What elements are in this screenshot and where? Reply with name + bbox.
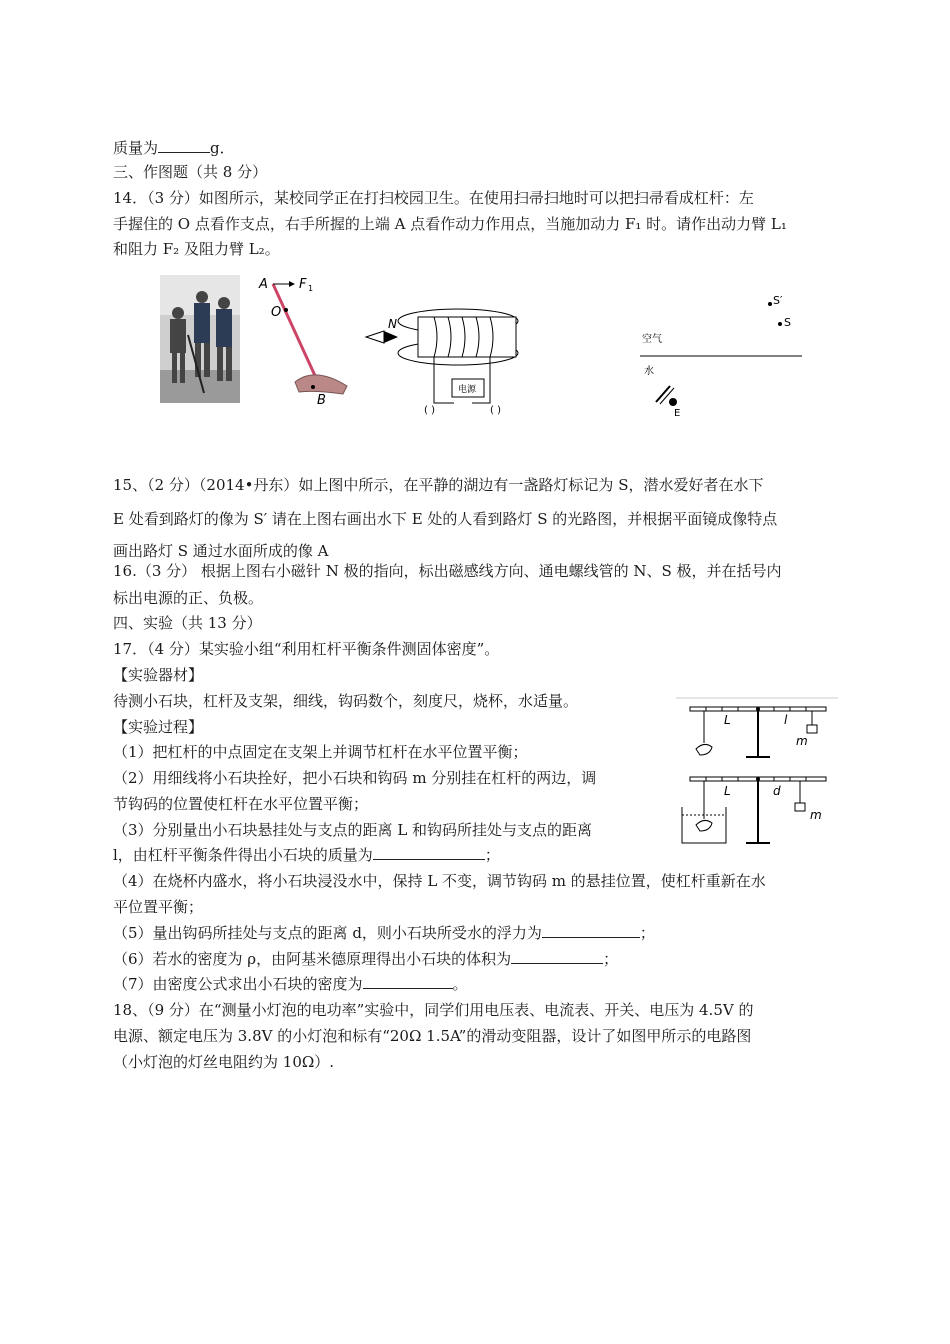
materials-heading: 【实验器材】 bbox=[113, 666, 204, 684]
q14-line3: 和阻力 F₂ 及阻力臂 L₂。 bbox=[113, 240, 280, 258]
lever-experiment-figure bbox=[676, 697, 838, 847]
q17-title: 17．（4 分）某实验小组“利用杠杆平衡条件测固体密度”。 bbox=[113, 640, 500, 658]
step-3-line1: （3）分别量出小石块悬挂处与支点的距离 L 和钩码所挂处与支点的距离 bbox=[113, 821, 593, 839]
step-6-text: （6）若水的密度为 ρ，由阿基米德原理得出小石块的体积为 bbox=[113, 950, 512, 968]
broom-label-f1-sub: 1 bbox=[308, 284, 314, 293]
q13-tail bbox=[113, 137, 235, 159]
step-3-text: l，由杠杆平衡条件得出小石块的质量为 bbox=[113, 846, 373, 864]
students-photo bbox=[160, 275, 240, 403]
process-heading: 【实验过程】 bbox=[113, 718, 204, 736]
step-7-end: 。 bbox=[452, 975, 468, 993]
density-answer-blank[interactable] bbox=[363, 973, 453, 989]
step-1: （1）把杠杆的中点固定在支架上并调节杠杆在水平位置平衡； bbox=[113, 743, 528, 761]
broom-label-o: O bbox=[271, 305, 282, 320]
label-air: 空气 bbox=[642, 334, 662, 345]
step-6-end: ； bbox=[603, 950, 619, 968]
step-4-line1: （4）在烧杯内盛水，将小石块浸没水中，保持 L 不变，调节钩码 m 的悬挂位置，使杠杆重新在水 bbox=[113, 872, 766, 890]
lever-label-l-lower: L bbox=[724, 784, 731, 798]
step-6 bbox=[113, 948, 618, 970]
label-s-prime: S′ bbox=[773, 294, 783, 307]
step-2-line1: （2）用细线将小石块拴好，把小石块和钩码 m 分别挂在杠杆的两边，调 bbox=[113, 769, 597, 787]
lever-label-l-upper: L bbox=[724, 713, 731, 727]
q16-line2: 标出电源的正、负极。 bbox=[113, 589, 264, 607]
q18-line3: （小灯泡的灯丝电阻约为 10Ω）. bbox=[113, 1053, 335, 1071]
broom-figure bbox=[255, 270, 355, 410]
step-5-end: ； bbox=[639, 924, 655, 942]
bracket-right: ( ) bbox=[490, 405, 501, 416]
broom-label-f1: F bbox=[299, 277, 307, 292]
label-e: E bbox=[674, 408, 681, 419]
step-7-text: （7）由密度公式求出小石块的密度为 bbox=[113, 975, 363, 993]
step-3-end: ； bbox=[484, 846, 500, 864]
lever-label-small-l: l bbox=[784, 713, 788, 727]
label-s: S bbox=[784, 316, 791, 329]
broom-label-b: B bbox=[317, 393, 326, 408]
mass-answer-blank[interactable] bbox=[373, 844, 485, 860]
mass-label: 质量为 bbox=[113, 139, 159, 157]
buoyancy-answer-blank[interactable] bbox=[542, 922, 640, 938]
q14-line1: 14．（3 分）如图所示，某校同学正在打扫校园卫生。在使用扫帚扫地时可以把扫帚看成杠杆：左 bbox=[113, 189, 754, 207]
step-7 bbox=[113, 973, 468, 995]
bracket-left: ( ) bbox=[424, 405, 435, 416]
step-5 bbox=[113, 922, 655, 944]
step-3-line2 bbox=[113, 844, 500, 866]
q14-line2: 手握住的 O 点看作支点，右手所握的上端 A 点看作动力作用点，当施加动力 F₁ 时。请作出动力臂 L₁ bbox=[113, 215, 787, 233]
needle-label-n: N bbox=[388, 317, 397, 331]
lever-label-m-bottom: m bbox=[810, 808, 822, 822]
step-2-line2: 节钩码的位置使杠杆在水平位置平衡； bbox=[113, 795, 369, 813]
q18-line2: 电源、额定电压为 3.8V 的小灯泡和标有“20Ω 1.5A”的滑动变阻器，设计了如图甲所示的电路图 bbox=[113, 1027, 752, 1045]
section-4-heading: 四、实验（共 13 分） bbox=[113, 614, 262, 632]
mass-blank[interactable] bbox=[158, 137, 210, 153]
mass-unit: g． bbox=[210, 139, 235, 157]
solenoid-figure bbox=[362, 295, 542, 420]
section-3-heading: 三、作图题（共 8 分） bbox=[113, 163, 268, 181]
q15-line1: 15、（2 分）（2014•丹东）如上图中所示，在平静的湖边有一盏路灯标记为 S，潜水爱好者在水下 bbox=[113, 476, 764, 494]
step-4-line2: 平位置平衡； bbox=[113, 898, 204, 916]
q18-line1: 18、（9 分）在“测量小灯泡的电功率”实验中，同学们用电压表、电流表、开关、电压为 4.5V 的 bbox=[113, 1001, 754, 1019]
label-water: 水 bbox=[644, 366, 654, 377]
q15-line3: 画出路灯 S 通过水面所成的像 A bbox=[113, 542, 329, 560]
q16-line1: 16.（3 分） 根据上图右小磁针 N 极的指向，标出磁感线方向、通电螺线管的 N、S 极，并在括号内 bbox=[113, 562, 782, 580]
volume-answer-blank[interactable] bbox=[511, 948, 603, 964]
power-source-label: 电源 bbox=[458, 385, 477, 395]
light-water-figure bbox=[630, 290, 810, 420]
q15-line2: E 处看到路灯的像为 S′ 请在上图右画出水下 E 处的人看到路灯 S 的光路图，并根据平面镜成像特点 bbox=[113, 510, 778, 528]
broom-label-a: A bbox=[259, 277, 268, 292]
materials-list: 待测小石块，杠杆及支架，细线，钩码数个，刻度尺，烧杯，水适量。 bbox=[113, 692, 579, 710]
lever-label-d: d bbox=[773, 784, 781, 798]
step-5-text: （5）量出钩码所挂处与支点的距离 d，则小石块所受水的浮力为 bbox=[113, 924, 542, 942]
lever-label-m-top: m bbox=[796, 734, 808, 748]
